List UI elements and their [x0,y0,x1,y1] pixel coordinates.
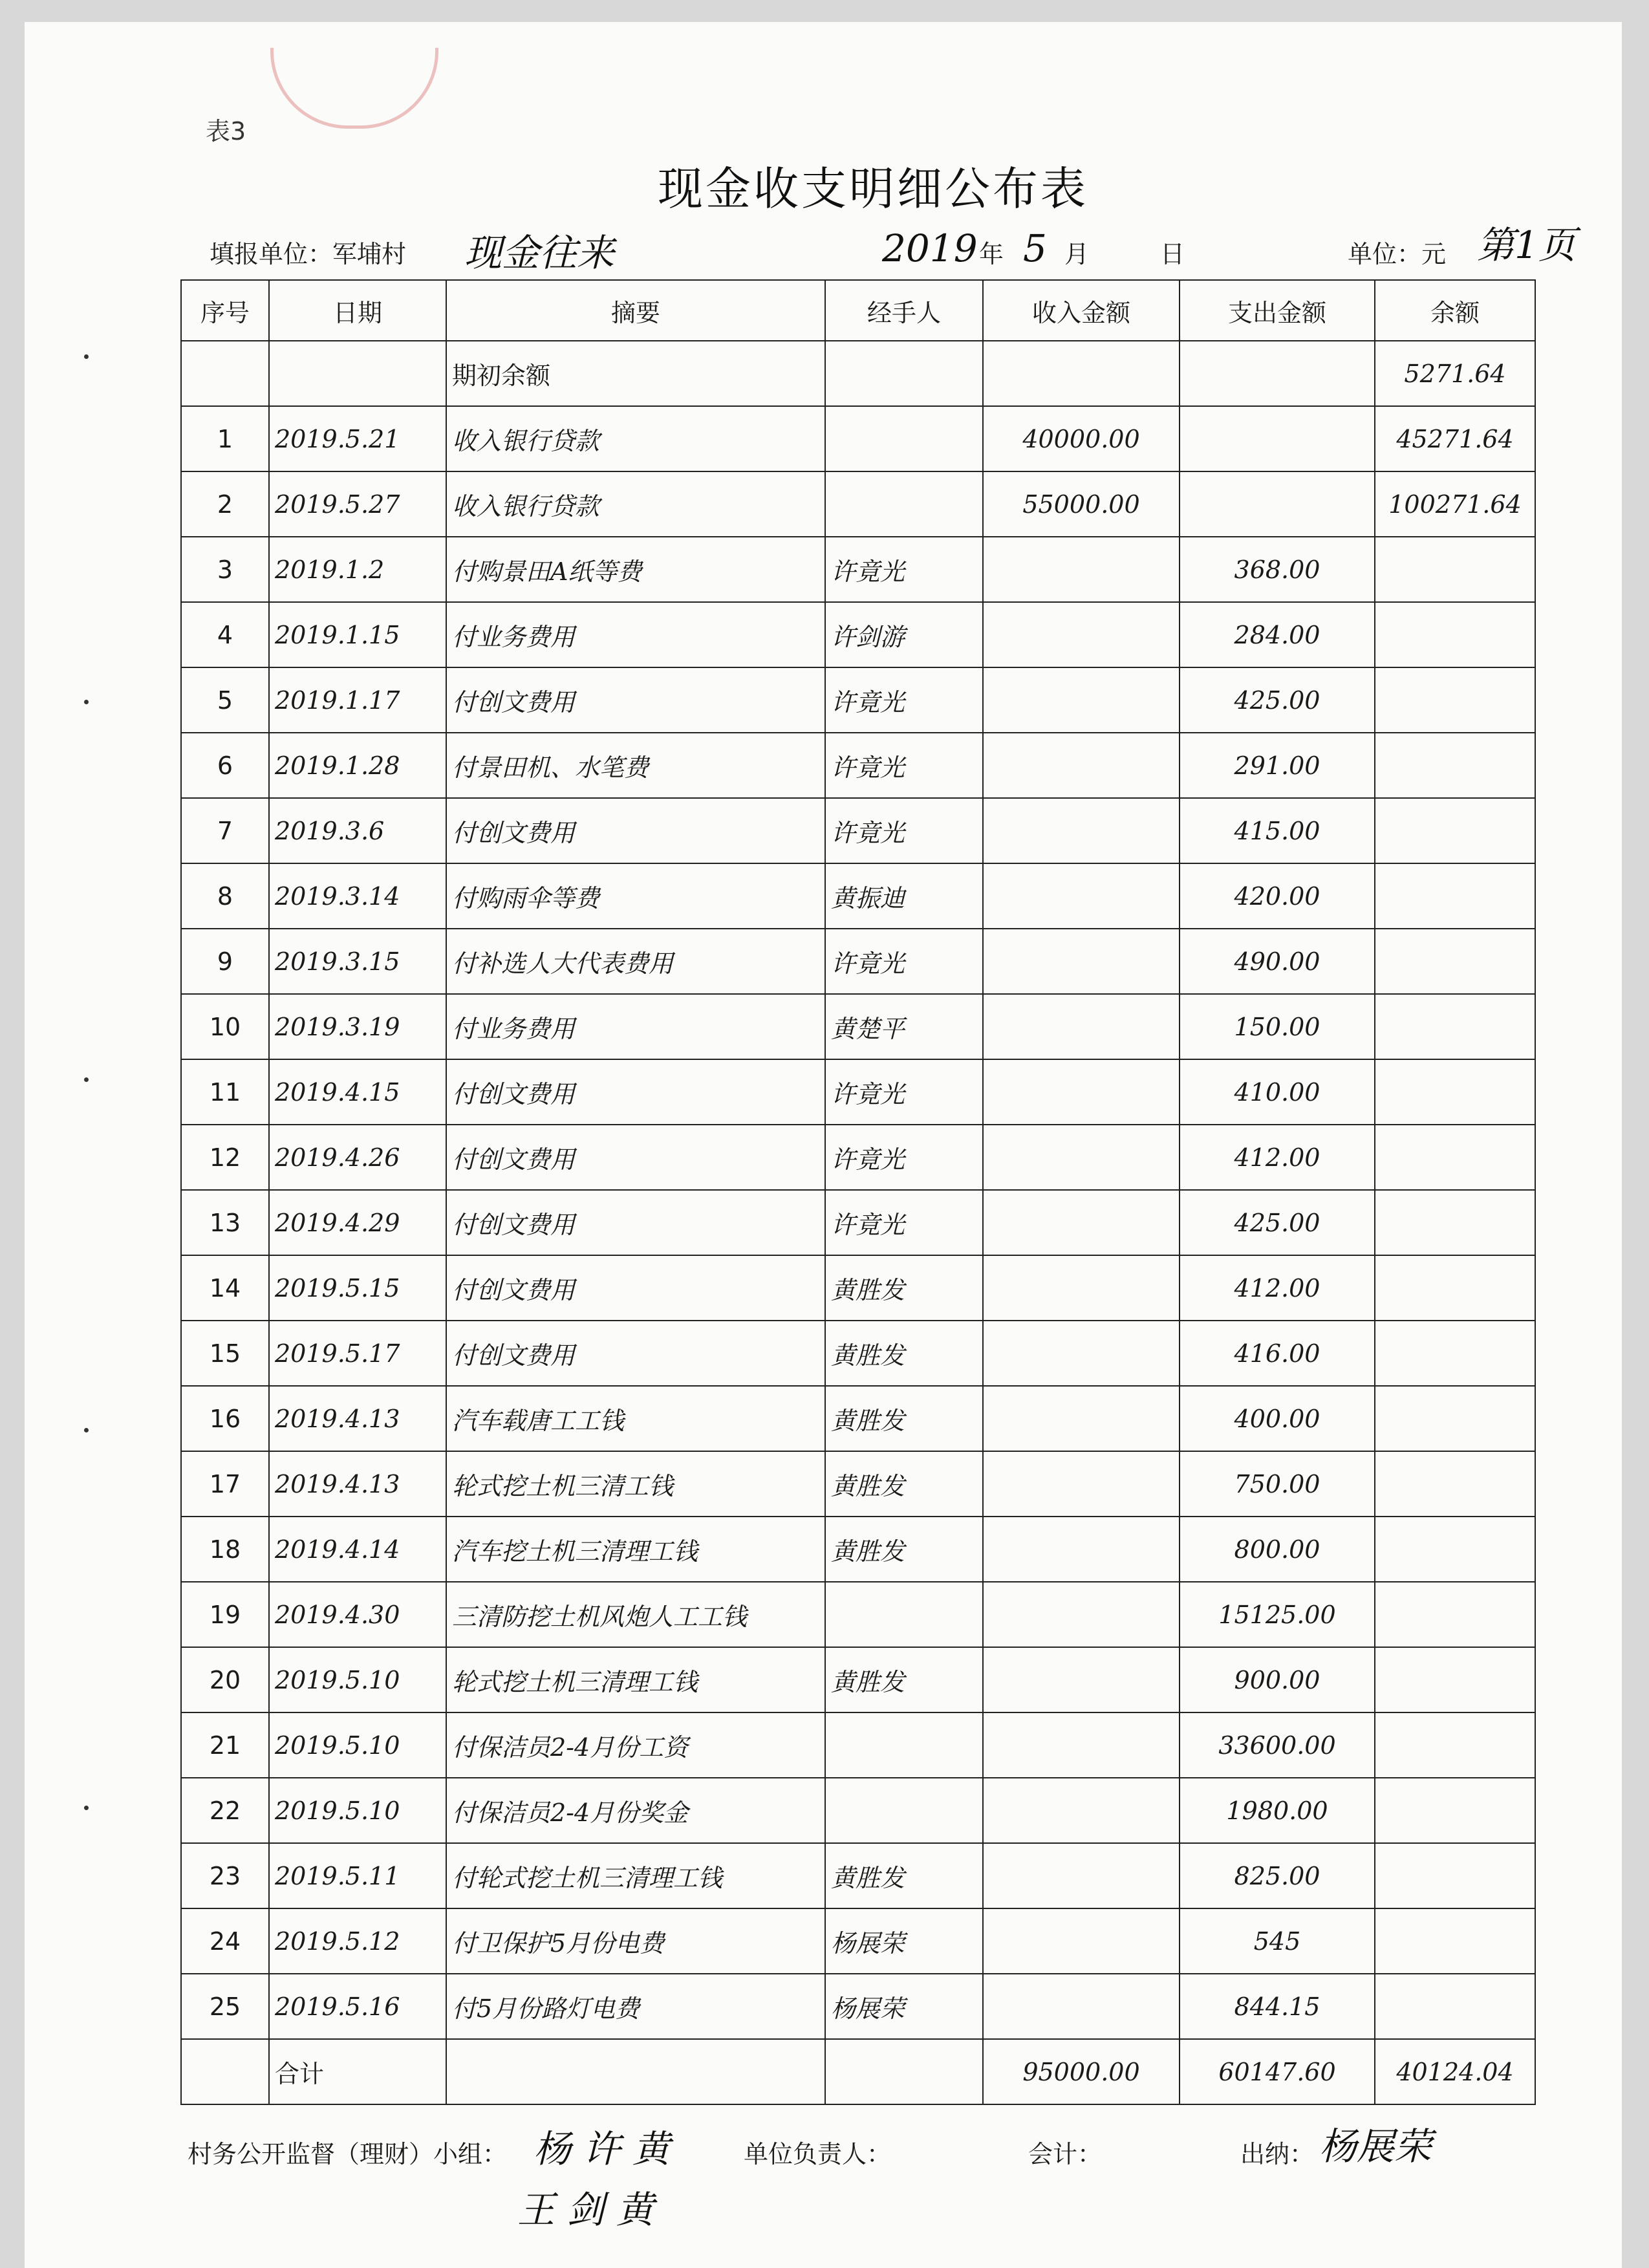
binding-hole-mark [84,1077,89,1082]
row-expense: 844.15 [1180,1974,1375,2039]
row-handler: 杨展荣 [825,1908,983,1974]
row-summary: 付创文费用 [446,667,825,733]
row-income [983,1125,1180,1190]
column-header: 序号 [181,280,269,341]
row-balance: 100271.64 [1375,471,1535,537]
row-handler: 许竟光 [825,929,983,994]
row-expense: 1980.00 [1180,1778,1375,1843]
row-balance [1375,537,1535,602]
column-header: 收入金额 [983,280,1180,341]
row-handler: 黄胜发 [825,1255,983,1321]
row-expense: 545 [1180,1908,1375,1974]
table-row [181,667,1535,733]
row-date: 2019.4.13 [269,1386,446,1451]
currency-label: 单位：元 [1348,240,1447,268]
row-income [983,1778,1180,1843]
row-summary: 付创文费用 [446,1059,825,1125]
row-handler: 黄振迪 [825,863,983,929]
column-header: 经手人 [825,280,983,341]
row-income [983,1517,1180,1582]
cashier-label: 出纳： [1240,2140,1315,2168]
row-number: 8 [181,863,269,929]
row-income [983,1255,1180,1321]
row-expense: 490.00 [1180,929,1375,994]
row-date: 2019.3.15 [269,929,446,994]
accountant-label: 会计： [1028,2140,1103,2168]
row-number: 7 [181,798,269,863]
row-income [983,863,1180,929]
row-expense: 291.00 [1180,733,1375,798]
row-number: 1 [181,406,269,471]
row-income [983,602,1180,667]
table-row [181,1125,1535,1190]
row-number: 12 [181,1125,269,1190]
table-row [181,1059,1535,1125]
row-summary: 付卫保护5月份电费 [446,1908,825,1974]
row-balance [1375,667,1535,733]
row-handler: 许竟光 [825,537,983,602]
row-date: 2019.1.17 [269,667,446,733]
row-balance [1375,1647,1535,1712]
row-income [983,1059,1180,1125]
row-expense: 412.00 [1180,1255,1375,1321]
row-expense: 15125.00 [1180,1582,1375,1647]
date-month: 5 [1023,226,1047,270]
row-income [983,1974,1180,2039]
table-row [181,1843,1535,1908]
row-date: 2019.5.10 [269,1647,446,1712]
row-summary: 轮式挖土机三清理工钱 [446,1647,825,1712]
table-row [181,1647,1535,1712]
row-number: 11 [181,1059,269,1125]
row-income [983,1386,1180,1451]
row-summary: 付轮式挖土机三清理工钱 [446,1843,825,1908]
row-number: 18 [181,1517,269,1582]
row-number: 22 [181,1778,269,1843]
column-header: 摘要 [446,280,825,341]
row-balance [1375,1190,1535,1255]
row-number: 9 [181,929,269,994]
row-date: 2019.3.19 [269,994,446,1059]
row-handler: 许竟光 [825,667,983,733]
row-handler: 黄胜发 [825,1451,983,1517]
row-number: 17 [181,1451,269,1517]
row-balance [1375,798,1535,863]
table-row [181,537,1535,602]
page-title: 现金收支明细公布表 [658,162,1088,215]
row-expense: 425.00 [1180,667,1375,733]
row-expense: 150.00 [1180,994,1375,1059]
column-header: 余额 [1375,280,1535,341]
table-row [181,1974,1535,2039]
row-summary: 付业务费用 [446,602,825,667]
row-income [983,1647,1180,1712]
row-balance [1375,602,1535,667]
row-expense [1180,406,1375,471]
row-handler: 黄胜发 [825,1647,983,1712]
row-balance [1375,1778,1535,1843]
row-number: 19 [181,1582,269,1647]
row-income [983,1843,1180,1908]
row-date: 2019.5.21 [269,406,446,471]
binding-hole-mark [84,700,89,704]
date-month-suffix: 月 [1064,240,1090,268]
row-date: 2019.5.10 [269,1778,446,1843]
table-row [181,798,1535,863]
opening-balance: 5271.64 [1375,341,1535,406]
row-handler: 黄胜发 [825,1517,983,1582]
row-number: 5 [181,667,269,733]
row-date: 2019.1.2 [269,537,446,602]
row-summary: 汽车挖土机三清理工钱 [446,1517,825,1582]
row-handler: 许竟光 [825,798,983,863]
row-expense: 425.00 [1180,1190,1375,1255]
row-number: 21 [181,1712,269,1778]
row-date: 2019.4.14 [269,1517,446,1582]
row-balance: 45271.64 [1375,406,1535,471]
row-balance [1375,1125,1535,1190]
row-date: 2019.5.27 [269,471,446,537]
row-summary: 付创文费用 [446,1125,825,1190]
table-header-row [181,280,1535,341]
row-handler: 黄胜发 [825,1386,983,1451]
row-handler [825,1712,983,1778]
row-handler: 黄胜发 [825,1321,983,1386]
row-summary: 付创文费用 [446,798,825,863]
row-income [983,1451,1180,1517]
row-balance [1375,1582,1535,1647]
row-handler: 黄胜发 [825,1843,983,1908]
row-date: 2019.1.15 [269,602,446,667]
row-income [983,1321,1180,1386]
row-expense: 900.00 [1180,1647,1375,1712]
row-handler [825,1778,983,1843]
row-date: 2019.5.10 [269,1712,446,1778]
row-summary: 付创文费用 [446,1190,825,1255]
signature-footer [181,2124,1539,2257]
row-handler: 黄楚平 [825,994,983,1059]
row-expense: 420.00 [1180,863,1375,929]
table-row [181,1712,1535,1778]
row-summary: 收入银行贷款 [446,406,825,471]
row-balance [1375,1321,1535,1386]
binding-hole-mark [84,1428,89,1432]
binding-hole-mark [84,354,89,359]
binding-hole-mark [84,1806,89,1810]
row-number: 25 [181,1974,269,2039]
row-balance [1375,1712,1535,1778]
row-balance [1375,1974,1535,2039]
row-income [983,1908,1180,1974]
total-expense: 60147.60 [1180,2039,1375,2104]
row-income [983,798,1180,863]
row-date: 2019.5.15 [269,1255,446,1321]
row-number: 24 [181,1908,269,1974]
supervision-label: 村务公开监督（理财）小组： [188,2140,508,2168]
table-row [181,1908,1535,1974]
row-income: 55000.00 [983,471,1180,537]
supervision-signature: 杨 许 黄 [534,2127,670,2171]
row-summary: 汽车载唐工工钱 [446,1386,825,1451]
row-handler [825,1582,983,1647]
row-income [983,667,1180,733]
row-balance [1375,1517,1535,1582]
table-row [181,929,1535,994]
row-expense: 750.00 [1180,1451,1375,1517]
cashier-signature: 杨展荣 [1319,2124,1432,2168]
table-row [181,1255,1535,1321]
total-income: 95000.00 [983,2039,1180,2104]
row-income [983,994,1180,1059]
row-income [983,1712,1180,1778]
unit-label: 填报单位：军埔村 [210,240,407,268]
row-summary: 付保洁员2-4月份工资 [446,1712,825,1778]
table-row [181,406,1535,471]
opening-summary: 期初余额 [446,341,825,406]
row-expense: 416.00 [1180,1321,1375,1386]
date-year-suffix: 年 [979,240,1004,268]
row-expense: 410.00 [1180,1059,1375,1125]
row-date: 2019.5.16 [269,1974,446,2039]
total-row [181,2039,1535,2104]
row-number: 14 [181,1255,269,1321]
row-summary: 付5月份路灯电费 [446,1974,825,2039]
row-handler [825,471,983,537]
row-balance [1375,1386,1535,1451]
row-number: 2 [181,471,269,537]
row-handler [825,406,983,471]
opening-balance-row [181,341,1535,406]
row-summary: 收入银行贷款 [446,471,825,537]
header-info [210,223,1600,275]
row-balance [1375,863,1535,929]
row-handler: 许竟光 [825,1190,983,1255]
row-date: 2019.3.6 [269,798,446,863]
row-date: 2019.4.29 [269,1190,446,1255]
table-row [181,471,1535,537]
row-income [983,1582,1180,1647]
row-expense: 412.00 [1180,1125,1375,1190]
row-expense: 368.00 [1180,537,1375,602]
row-number: 10 [181,994,269,1059]
date-day-suffix: 日 [1160,240,1185,268]
table-row [181,602,1535,667]
row-date: 2019.3.14 [269,863,446,929]
row-balance [1375,1059,1535,1125]
row-income: 40000.00 [983,406,1180,471]
red-stamp-fragment [270,48,438,129]
row-handler: 许竟光 [825,1059,983,1125]
row-summary: 付景田机、水笔费 [446,733,825,798]
row-expense: 800.00 [1180,1517,1375,1582]
row-summary: 付购雨伞等费 [446,863,825,929]
total-label: 合计 [269,2039,446,2104]
row-number: 20 [181,1647,269,1712]
row-number: 4 [181,602,269,667]
row-date: 2019.4.26 [269,1125,446,1190]
row-number: 6 [181,733,269,798]
row-summary: 付创文费用 [446,1321,825,1386]
total-balance: 40124.04 [1375,2039,1535,2104]
row-summary: 付业务费用 [446,994,825,1059]
leader-label: 单位负责人： [744,2140,892,2168]
row-summary: 付保洁员2-4月份奖金 [446,1778,825,1843]
cash-ledger-table [180,279,1536,2105]
row-expense: 33600.00 [1180,1712,1375,1778]
table-row [181,1517,1535,1582]
row-date: 2019.4.30 [269,1582,446,1647]
table-row [181,1451,1535,1517]
row-income [983,537,1180,602]
table-label: 表3 [206,117,246,146]
column-header: 支出金额 [1180,280,1375,341]
row-handler: 许竟光 [825,733,983,798]
row-summary: 付购景田A纸等费 [446,537,825,602]
row-income [983,929,1180,994]
table-row [181,1190,1535,1255]
handwritten-category: 现金往来 [464,231,615,275]
table-row [181,1321,1535,1386]
supervision-signature-2: 王 剑 黄 [517,2188,654,2232]
column-header: 日期 [269,280,446,341]
row-expense: 415.00 [1180,798,1375,863]
row-handler: 许竟光 [825,1125,983,1190]
row-expense [1180,471,1375,537]
row-date: 2019.5.11 [269,1843,446,1908]
row-balance [1375,994,1535,1059]
row-balance [1375,1451,1535,1517]
row-expense: 825.00 [1180,1843,1375,1908]
row-expense: 400.00 [1180,1386,1375,1451]
row-date: 2019.5.17 [269,1321,446,1386]
row-income [983,733,1180,798]
row-balance [1375,733,1535,798]
row-expense: 284.00 [1180,602,1375,667]
table-row [181,1778,1535,1843]
row-summary: 付补选人大代表费用 [446,929,825,994]
row-balance [1375,1843,1535,1908]
table-row [181,1386,1535,1451]
date-year: 2019 [882,226,978,270]
row-number: 23 [181,1843,269,1908]
table-row [181,1582,1535,1647]
table-row [181,733,1535,798]
row-summary: 付创文费用 [446,1255,825,1321]
row-number: 16 [181,1386,269,1451]
row-number: 13 [181,1190,269,1255]
row-handler: 许剑游 [825,602,983,667]
table-row [181,863,1535,929]
row-summary: 三清防挖土机风炮人工工钱 [446,1582,825,1647]
row-date: 2019.4.15 [269,1059,446,1125]
page-number-label: 第1页 [1477,223,1576,267]
row-income [983,1190,1180,1255]
row-handler: 杨展荣 [825,1974,983,2039]
row-number: 3 [181,537,269,602]
row-date: 2019.1.28 [269,733,446,798]
row-number: 15 [181,1321,269,1386]
row-balance [1375,1908,1535,1974]
table-row [181,994,1535,1059]
row-balance [1375,929,1535,994]
row-date: 2019.5.12 [269,1908,446,1974]
row-date: 2019.4.13 [269,1451,446,1517]
row-balance [1375,1255,1535,1321]
row-summary: 轮式挖土机三清工钱 [446,1451,825,1517]
